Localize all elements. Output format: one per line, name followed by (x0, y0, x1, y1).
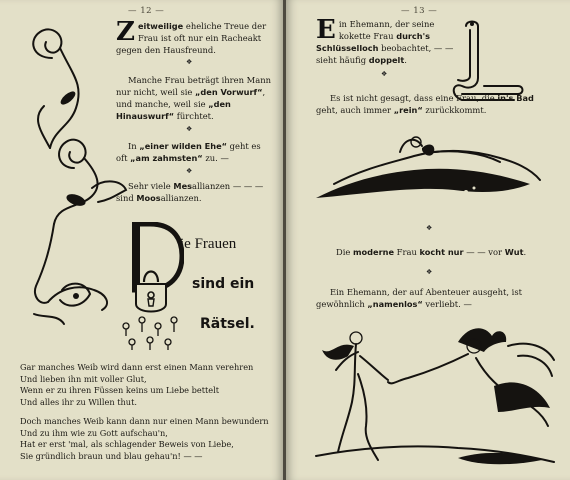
text: geht es oft (116, 141, 261, 163)
bold-text: Wut (504, 247, 524, 257)
decorative-d-padlock-icon (128, 222, 184, 322)
dropcap-z: Z (116, 17, 135, 47)
text: . (404, 55, 407, 65)
aphorism-7 (336, 246, 558, 258)
bold-text: „den Hinauswurf“ (116, 99, 231, 121)
verse-line: Hat er erst 'mal, als schlagender Beweis von Liebe, (20, 439, 234, 450)
right-page (286, 0, 570, 480)
ornament: ❖ (186, 58, 193, 66)
aphorism-3 (116, 140, 274, 164)
bold-text: moderne (353, 247, 395, 257)
verse-line: Wenn er zu ihren Füssen keins um Liebe bettelt (20, 385, 220, 396)
text: , und manche, weil sie (116, 87, 266, 109)
bold-text: „am zahmsten“ (130, 153, 203, 163)
text: — — vor (463, 247, 505, 257)
text: allianzen — — — sind (116, 181, 264, 203)
reclining-figures-illustration (304, 128, 552, 210)
heading-die-frauen: ie Frauen (180, 236, 237, 252)
text: Sehr viele (128, 181, 174, 191)
aphorism-2 (116, 74, 274, 122)
text: in Ehemann, der seine kokette Frau (338, 19, 435, 41)
verse-line: Gar manches Weib wird dann erst einen Mann verehren (20, 362, 254, 372)
text: fürchtet. (174, 111, 214, 121)
aphorism-5 (316, 15, 458, 66)
heading-sind-ein: sind ein (192, 276, 255, 292)
bold-text: eitweilige (137, 21, 184, 31)
text: eheliche Treue der Frau ist oft nur ein Racheakt gegen den Hausfreund. (116, 21, 267, 55)
bold-text: Moos (136, 193, 161, 203)
bold-text: „namenlos“ (367, 299, 423, 309)
text: allianzen. (160, 193, 202, 203)
bold-text: „einer wilden Ehe“ (139, 141, 228, 151)
text: Es ist nicht gesagt, dass eine Frau, die (330, 93, 498, 103)
left-page (0, 0, 283, 480)
text: beobachtet, — — sieht häufig (316, 43, 454, 65)
flower-ornament-icon (118, 316, 188, 352)
bold-text: durch's Schlüsselloch (316, 31, 430, 53)
page-number-left: — 12 — (128, 6, 165, 16)
text: geht, auch immer (316, 105, 394, 115)
text: Frau (394, 247, 420, 257)
verse-line: Und lieben ihn mit voller Glut, (20, 373, 147, 384)
verse-line: Sie gründlich braun und blau gehau'n! — — (20, 450, 203, 461)
text: Ein Ehemann, der auf Abenteuer ausgeht, ist gewöhnlich (316, 287, 523, 309)
ornament: ❖ (426, 224, 433, 232)
bold-text: „den Vorwurf“ (195, 87, 263, 97)
text: verliebt. — (422, 299, 472, 309)
text: zurückkommt. (422, 105, 487, 115)
heading-raetsel: Rätsel. (200, 316, 255, 332)
aphorism-6 (316, 92, 548, 116)
dropcap-e: E (316, 15, 336, 45)
verse-stanza-1 (20, 362, 282, 408)
serpent-illustration (14, 18, 132, 338)
aphorism-4 (116, 180, 274, 204)
ornament: ❖ (186, 125, 193, 133)
bold-text: doppelt (368, 55, 405, 65)
ornament: ❖ (186, 167, 193, 175)
bold-text: in's Bad (497, 93, 534, 103)
verse-line: Und zu ihm wie zu Gott aufschau'n, (20, 427, 168, 438)
bold-text: „rein“ (393, 105, 423, 115)
text: . (523, 247, 527, 257)
text: zu. — (202, 153, 229, 163)
verse-line: Und alles ihr zu Willen thut. (20, 396, 137, 407)
nymph-satyr-illustration (308, 316, 558, 472)
bold-text: kocht nur (419, 247, 464, 257)
page-number-right: — 13 — (401, 6, 438, 16)
verse-stanza-2 (20, 416, 282, 462)
text: In (128, 141, 140, 151)
ornament: ❖ (381, 70, 388, 78)
ornament: ❖ (426, 268, 433, 276)
aphorism-1 (116, 17, 274, 56)
text: Manche Frau beträgt ihren Mann nur nicht, weil sie (116, 75, 272, 97)
text: Die (336, 247, 354, 257)
aphorism-8 (316, 286, 550, 310)
bold-text: Mes (173, 181, 192, 191)
verse-line: Doch manches Weib kann dann nur einen Mann bewundern (20, 416, 269, 426)
